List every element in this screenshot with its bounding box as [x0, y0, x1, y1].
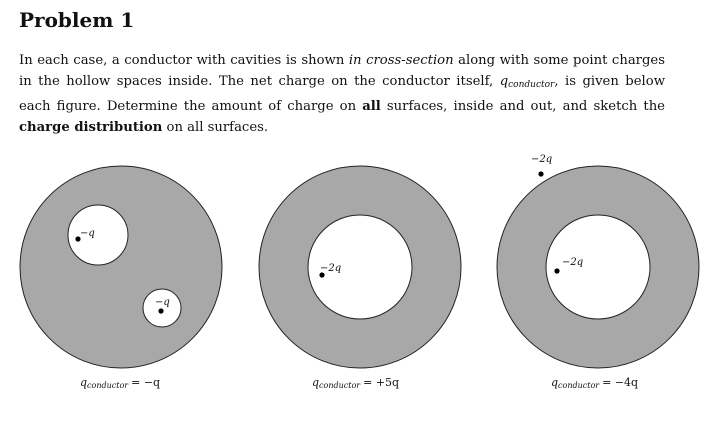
outside-charge-label: −2q — [531, 154, 553, 165]
problem-statement — [19, 50, 665, 138]
problem-title: Problem 1 — [19, 8, 135, 32]
charge-label-1b: −q — [155, 297, 170, 308]
statement-text-1: In each case, a conductor with cavities is shown — [19, 53, 349, 68]
figure-1 — [20, 166, 222, 390]
point-charge-3 — [554, 268, 559, 273]
figures-area — [0, 140, 715, 400]
statement-emphasis: in cross-section — [348, 53, 454, 68]
statement-text-2: along with some point charges in the hollow spaces inside. The net charge on the conductor itself, — [19, 53, 665, 89]
point-charge-1b — [158, 308, 163, 313]
caption-1: qconductor = −q — [80, 376, 161, 390]
statement-text-4: surfaces, inside and out, and sketch the — [380, 99, 665, 114]
caption-3: qconductor = −4q — [551, 376, 639, 390]
statement-text-5: on all surfaces. — [162, 120, 269, 135]
charge-label-2: −2q — [320, 263, 342, 274]
q-subscript: conductor — [508, 80, 555, 90]
cavity-1a — [68, 205, 128, 265]
statement-text-3: , is given below each figure. Determine the amount of charge on — [19, 74, 665, 114]
conductor-1 — [20, 166, 222, 368]
caption-2: qconductor = +5q — [312, 376, 400, 390]
figure-3 — [497, 154, 699, 390]
charge-label-1a: −q — [80, 228, 95, 239]
figure-2 — [259, 166, 461, 390]
outside-point-charge — [538, 171, 543, 176]
statement-bold-distribution: charge distribution — [19, 120, 163, 135]
q-symbol: q — [499, 74, 509, 89]
cavity-1b — [143, 289, 181, 327]
charge-label-3: −2q — [562, 257, 584, 268]
statement-bold-all: all — [362, 99, 381, 114]
